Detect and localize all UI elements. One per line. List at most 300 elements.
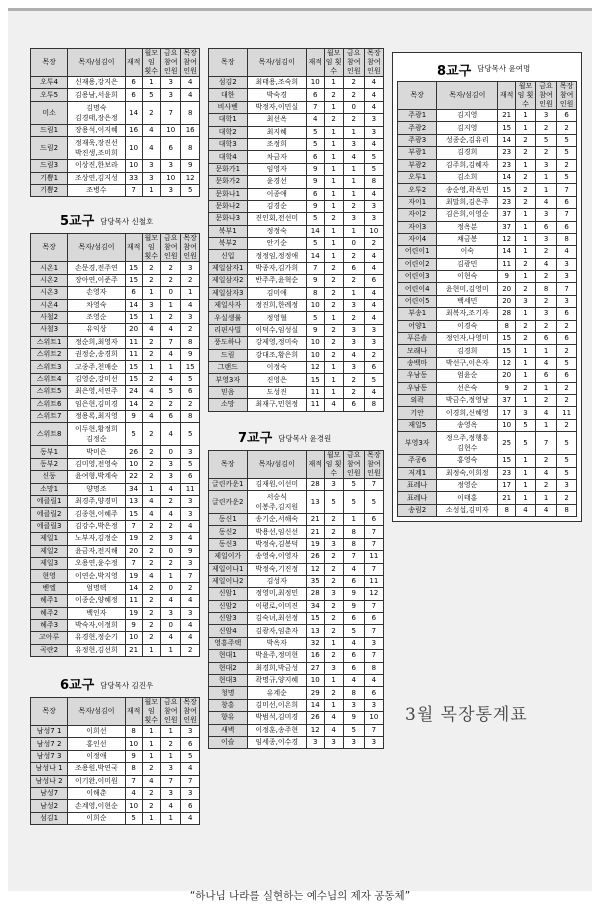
cell-friday: 3 [161, 788, 181, 800]
cell-friday: 3 [343, 699, 364, 711]
cell-friday: 7 [161, 101, 181, 124]
cell-leader: 강제영,정미숙 [247, 337, 307, 349]
table-row [31, 324, 200, 336]
cell-mokjang_attend: 6 [557, 308, 577, 320]
cell-leader: 조상연,김지성 [68, 172, 125, 184]
cell-enrolled: 10 [125, 632, 142, 644]
table-row [209, 250, 384, 262]
table-row [209, 637, 384, 649]
cell-friday: 1 [343, 513, 364, 525]
table-row [209, 712, 384, 724]
cell-mokjang_attend: 3 [364, 699, 383, 711]
cell-enrolled: 25 [498, 432, 516, 455]
cell-mokjang_attend: 3 [364, 213, 383, 225]
cell-friday: 4 [161, 508, 181, 520]
cell-friday: 3 [535, 233, 556, 245]
cell-enrolled: 37 [498, 209, 516, 221]
cell-friday: 2 [343, 275, 364, 287]
cell-enrolled: 6 [307, 151, 325, 163]
table-row [31, 557, 200, 569]
cell-mokjang_attend: 11 [181, 483, 200, 495]
cell-enrolled: 7 [125, 184, 142, 196]
cell-meetings: 1 [324, 238, 343, 250]
cell-enrolled: 4 [125, 788, 142, 800]
cell-meetings: 5 [324, 490, 343, 513]
cell-mokjang_attend: 12 [181, 172, 200, 184]
cell-mokjang_attend: 4 [181, 520, 200, 532]
table-row [398, 320, 577, 332]
cell-enrolled: 21 [307, 513, 325, 525]
cell-enrolled: 19 [125, 570, 142, 582]
table-row [31, 533, 200, 545]
cell-mokjang_attend: 4 [181, 77, 200, 89]
cell-friday: 4 [161, 423, 181, 446]
cell-mokjang_attend: 8 [557, 233, 577, 245]
cell-friday: 10 [161, 172, 181, 184]
column-header: 목장 참여인원 [181, 234, 200, 262]
table-row [31, 349, 200, 361]
cell-enrolled: 15 [498, 122, 516, 134]
cell-meetings: 1 [324, 361, 343, 373]
table-row [209, 588, 384, 600]
cell-leader: 박선구,이은자 [437, 357, 498, 369]
table-row [31, 508, 200, 520]
cell-mokjang_attend: 4 [181, 812, 200, 824]
cell-friday: 3 [161, 89, 181, 101]
cell-friday: 8 [535, 283, 556, 295]
cell-friday: 2 [535, 455, 556, 467]
column-header: 목장 참여인원 [557, 82, 577, 110]
mokjang-table [397, 81, 577, 517]
cell-mokjang: 동신1 [209, 513, 248, 525]
cell-mokjang_attend: 8 [181, 411, 200, 423]
table-row [31, 336, 200, 348]
cell-mokjang: 스위트3 [31, 361, 68, 373]
column-header: 재적 [125, 698, 142, 726]
cell-mokjang: 신암1 [209, 588, 248, 600]
table-row [209, 188, 384, 200]
cell-leader: 조용원,박연국 [68, 763, 125, 775]
cell-enrolled: 19 [125, 533, 142, 545]
section-title: 5교구 [60, 214, 95, 230]
table-row [398, 110, 577, 122]
cell-friday: 2 [343, 374, 364, 386]
cell-leader: 정재욱,장진선 박진생,조미희 [68, 137, 125, 160]
cell-leader: 최정숙,이희정 [437, 467, 498, 479]
table-row [209, 238, 384, 250]
cell-mokjang_attend: 5 [557, 147, 577, 159]
cell-friday: 2 [343, 89, 364, 101]
cell-friday: 5 [161, 386, 181, 398]
table-row [398, 467, 577, 479]
cell-meetings: 1 [324, 176, 343, 188]
cell-mokjang_attend: 3 [181, 311, 200, 323]
section-7-header [208, 420, 384, 446]
column-header: 금요 참여인원 [161, 234, 181, 262]
cell-mokjang_attend: 6 [557, 333, 577, 345]
cell-enrolled: 10 [125, 458, 142, 470]
table-row [31, 619, 200, 631]
cell-friday: 6 [343, 262, 364, 274]
cell-mokjang: 스위트6 [31, 398, 68, 410]
cell-mokjang: 우실생률 [209, 312, 248, 324]
cell-mokjang_attend: 2 [557, 320, 577, 332]
cell-mokjang: 창흥 [209, 699, 248, 711]
cell-mokjang: 소망1 [31, 483, 68, 495]
cell-leader: 유익상 [68, 324, 125, 336]
cell-meetings: 1 [324, 250, 343, 262]
cell-friday: 5 [343, 478, 364, 490]
cell-mokjang: 스위트8 [31, 423, 68, 446]
column-header: 금요 참여인원 [343, 49, 364, 77]
cell-leader: 송영숙,이영자 [247, 551, 307, 563]
cell-leader: 최태용,조숙희 [247, 77, 307, 89]
cell-leader: 유정현,김선희 [68, 644, 125, 656]
cell-mokjang: 우남동 [398, 382, 437, 394]
cell-mokjang: 남성나 1 [31, 763, 68, 775]
cell-enrolled: 5 [307, 138, 325, 150]
cell-meetings: 2 [324, 89, 343, 101]
section-8-box [392, 52, 582, 522]
cell-friday: 1 [161, 361, 181, 373]
cell-leader: 이현숙 [437, 271, 498, 283]
cell-mokjang_attend: 5 [181, 373, 200, 385]
cell-mokjang: 글린카운1 [209, 478, 248, 490]
cell-leader: 조정희 [247, 138, 307, 150]
cell-meetings: 2 [142, 471, 161, 483]
cell-enrolled: 32 [307, 637, 325, 649]
cell-enrolled: 23 [498, 196, 516, 208]
cell-friday: 7 [343, 551, 364, 563]
cell-leader: 최경주,양경미 [68, 495, 125, 507]
cell-friday: 6 [343, 662, 364, 674]
cell-meetings: 2 [516, 134, 536, 146]
cell-meetings: 4 [324, 724, 343, 736]
table-row [31, 311, 200, 323]
cell-meetings: 1 [516, 246, 536, 258]
cell-mokjang_attend: 6 [557, 110, 577, 122]
cell-leader: 김경희 [437, 147, 498, 159]
cell-mokjang_attend: 4 [364, 138, 383, 150]
cell-mokjang: 기안 [398, 407, 437, 419]
table-row [31, 77, 200, 89]
cell-leader: 차금자 [247, 151, 307, 163]
cell-leader: 최복자,조기자 [437, 308, 498, 320]
cell-meetings: 2 [142, 423, 161, 446]
cell-meetings: 1 [324, 77, 343, 89]
cell-mokjang: 헤주1 [31, 595, 68, 607]
cell-mokjang_attend: 11 [557, 407, 577, 419]
cell-enrolled: 9 [307, 163, 325, 175]
cell-mokjang_attend: 6 [364, 687, 383, 699]
cell-friday: 3 [161, 77, 181, 89]
cell-friday: 4 [161, 324, 181, 336]
cell-enrolled: 10 [125, 137, 142, 160]
cell-mokjang: 곡란2 [31, 644, 68, 656]
table-row [31, 495, 200, 507]
table-row [398, 233, 577, 245]
table-row [31, 398, 200, 410]
cell-enrolled: 14 [498, 134, 516, 146]
cell-mokjang: 동부2 [31, 458, 68, 470]
cell-leader: 김소희 [437, 171, 498, 183]
cell-mokjang_attend: 5 [364, 151, 383, 163]
column-header: 목장 [31, 234, 68, 262]
cell-meetings: 2 [142, 458, 161, 470]
cell-mokjang_attend: 4 [181, 595, 200, 607]
cell-mokjang: 남성7 2 [31, 738, 68, 750]
cell-mokjang: 저계1 [398, 467, 437, 479]
cell-friday: 8 [343, 687, 364, 699]
cell-mokjang: 사철2 [31, 311, 68, 323]
cell-mokjang_attend: 3 [364, 114, 383, 126]
cell-enrolled: 11 [307, 399, 325, 411]
cell-meetings: 1 [324, 374, 343, 386]
column-header: 목자/섬김이 [68, 698, 125, 726]
cell-enrolled: 14 [498, 171, 516, 183]
cell-mokjang: 남성7 [31, 788, 68, 800]
cell-mokjang_attend: 5 [364, 163, 383, 175]
cell-mokjang: 현대1 [209, 650, 248, 662]
cell-leader: 박범석,김미경 [247, 712, 307, 724]
cell-mokjang: 제일3 [31, 557, 68, 569]
cell-friday: 6 [343, 399, 364, 411]
table-row [209, 687, 384, 699]
cell-mokjang_attend: 4 [364, 77, 383, 89]
cell-mokjang: 스위트4 [31, 373, 68, 385]
cell-meetings: 2 [324, 625, 343, 637]
cell-leader: 이덕수,임성실 [247, 324, 307, 336]
table-row [31, 287, 200, 299]
section-8-header [397, 57, 577, 81]
cell-friday: 6 [161, 137, 181, 160]
cell-mokjang: 사철3 [31, 324, 68, 336]
cell-mokjang: 제일1 [31, 533, 68, 545]
cell-mokjang: 북부1 [209, 225, 248, 237]
cell-friday: 1 [343, 225, 364, 237]
column-header: 목장 참여인원 [181, 49, 200, 77]
cell-leader: 김명숙 김경태,장은정 [68, 101, 125, 124]
cell-meetings: 2 [516, 184, 536, 196]
column-header: 재적 [125, 49, 142, 77]
cell-friday: 3 [343, 300, 364, 312]
cell-friday: 4 [343, 151, 364, 163]
cell-friday: 3 [343, 361, 364, 373]
cell-meetings: 1 [516, 308, 536, 320]
cell-mokjang: 자이4 [398, 233, 437, 245]
cell-mokjang: 이슬 [209, 736, 248, 748]
cell-leader: 이상진,한보라 [68, 160, 125, 172]
table-row [398, 504, 577, 516]
section-title: 8교구 [437, 63, 472, 79]
table-row [209, 538, 384, 550]
table-row [31, 483, 200, 495]
cell-friday: 2 [535, 246, 556, 258]
cell-meetings: 5 [142, 89, 161, 101]
cell-leader: 성종순,김유리 [437, 134, 498, 146]
cell-mokjang: 신암3 [209, 613, 248, 625]
table-row [398, 333, 577, 345]
cell-mokjang_attend: 5 [181, 423, 200, 446]
mokjang-table [30, 697, 200, 825]
cell-enrolled: 21 [307, 526, 325, 538]
cell-friday: 4 [535, 504, 556, 516]
cell-meetings: 1 [516, 110, 536, 122]
cell-enrolled: 9 [307, 200, 325, 212]
table-row [398, 455, 577, 467]
cell-meetings: 1 [142, 644, 161, 656]
cell-leader: 김미선,이온희 [247, 699, 307, 711]
table-row [209, 699, 384, 711]
cell-meetings: 2 [142, 101, 161, 124]
cell-friday: 0 [161, 446, 181, 458]
table-row [209, 386, 384, 398]
cell-meetings: 2 [142, 262, 161, 274]
cell-mokjang_attend: 6 [364, 613, 383, 625]
cell-leader: 김미영,전영숙 [68, 458, 125, 470]
table-row [209, 361, 384, 373]
cell-leader: 송기순,서해숙 [247, 513, 307, 525]
cell-leader: 이숙 [437, 246, 498, 258]
table-row [209, 349, 384, 361]
cell-enrolled: 10 [125, 800, 142, 812]
cell-meetings: 1 [142, 184, 161, 196]
cell-leader: 박용선,임신선 [247, 526, 307, 538]
table-row [31, 763, 200, 775]
cell-mokjang: 동신3 [209, 538, 248, 550]
table-row [31, 386, 200, 398]
cell-friday: 1 [343, 176, 364, 188]
table-row [398, 122, 577, 134]
cell-mokjang: 스위트2 [31, 349, 68, 361]
cell-leader: 임세종,이수경 [247, 736, 307, 748]
cell-mokjang: 부영3자 [398, 432, 437, 455]
cell-enrolled: 5 [307, 213, 325, 225]
cell-mokjang_attend: 7 [364, 724, 383, 736]
cell-enrolled: 5 [307, 312, 325, 324]
cell-meetings: 2 [142, 446, 161, 458]
cell-friday: 4 [161, 595, 181, 607]
cell-mokjang: 재일5 [398, 419, 437, 431]
cell-mokjang: 송림2 [398, 504, 437, 516]
cell-mokjang_attend: 5 [557, 467, 577, 479]
table-row [209, 324, 384, 336]
cell-friday: 0 [161, 545, 181, 557]
cell-friday: 3 [343, 213, 364, 225]
section-title: 7교구 [238, 430, 273, 446]
cell-mokjang_attend: 16 [181, 124, 200, 136]
cell-mokjang: 오투4 [31, 77, 68, 89]
cell-friday: 4 [161, 373, 181, 385]
cell-enrolled: 15 [125, 373, 142, 385]
cell-mokjang_attend: 7 [364, 526, 383, 538]
table-row [209, 563, 384, 575]
cell-mokjang: 우남동 [398, 370, 437, 382]
cell-enrolled: 15 [498, 333, 516, 345]
cell-mokjang: 드림1 [31, 124, 68, 136]
cell-mokjang: 북부2 [209, 238, 248, 250]
cell-mokjang: 남성2 [31, 800, 68, 812]
cell-friday: 0 [161, 619, 181, 631]
cell-friday: 6 [535, 221, 556, 233]
cell-enrolled: 8 [307, 287, 325, 299]
column-header: 목장 [31, 49, 68, 77]
cell-mokjang_attend: 3 [364, 126, 383, 138]
cell-mokjang: 제일삼자1 [209, 262, 248, 274]
table-row [209, 77, 384, 89]
cell-mokjang: 송백마 [398, 357, 437, 369]
column-header: 재적 [498, 82, 516, 110]
cell-mokjang_attend: 8 [364, 176, 383, 188]
cell-friday: 0 [343, 101, 364, 113]
cell-enrolled: 10 [307, 349, 325, 361]
cell-friday: 4 [161, 800, 181, 812]
table-row [209, 275, 384, 287]
cell-enrolled: 33 [125, 172, 142, 184]
cell-friday: 10 [161, 124, 181, 136]
cell-friday: 1 [535, 184, 556, 196]
cell-mokjang_attend: 3 [364, 736, 383, 748]
cell-enrolled: 6 [307, 89, 325, 101]
cell-leader: 박정숙,기진정 [247, 563, 307, 575]
cell-leader: 박윤주,정미현 [247, 650, 307, 662]
cell-mokjang: 미소 [31, 101, 68, 124]
cell-enrolled: 13 [125, 495, 142, 507]
cell-enrolled: 14 [307, 250, 325, 262]
cell-enrolled: 19 [307, 538, 325, 550]
cell-friday: 4 [161, 483, 181, 495]
cell-leader: 송영옥 [437, 419, 498, 431]
cell-mokjang_attend: 5 [557, 171, 577, 183]
cell-enrolled: 27 [307, 662, 325, 674]
cell-friday: 1 [535, 382, 556, 394]
table-row [398, 308, 577, 320]
cell-mokjang_attend: 6 [364, 275, 383, 287]
cell-mokjang_attend: 7 [364, 478, 383, 490]
cell-enrolled: 16 [307, 650, 325, 662]
cell-leader: 김지영 [437, 110, 498, 122]
cell-friday: 1 [343, 126, 364, 138]
column-header: 월모임 횟수 [142, 234, 161, 262]
cell-meetings: 2 [324, 287, 343, 299]
cell-mokjang: 표레나 [398, 492, 437, 504]
cell-meetings: 1 [142, 738, 161, 750]
cell-mokjang: 현대2 [209, 662, 248, 674]
table-row [209, 551, 384, 563]
cell-enrolled: 8 [125, 763, 142, 775]
cell-enrolled: 8 [498, 504, 516, 516]
cell-leader: 손계영,이현순 [68, 800, 125, 812]
cell-meetings: 1 [142, 483, 161, 495]
cell-leader: 김광자,임춘자 [247, 625, 307, 637]
cell-meetings: 1 [324, 126, 343, 138]
table-row [31, 570, 200, 582]
cell-leader: 윤현미,김영미 [437, 283, 498, 295]
cell-leader: 김은희,이영순 [437, 209, 498, 221]
cell-enrolled: 14 [307, 225, 325, 237]
table-row [209, 126, 384, 138]
cell-mokjang_attend: 2 [557, 345, 577, 357]
cell-friday: 5 [343, 625, 364, 637]
cell-meetings: 2 [142, 274, 161, 286]
cell-mokjang: 동부1 [31, 446, 68, 458]
cell-mokjang_attend: 7 [364, 625, 383, 637]
cell-leader: 장용석,이지혜 [68, 124, 125, 136]
cell-mokjang: 스위트7 [31, 411, 68, 423]
cell-enrolled: 10 [307, 675, 325, 687]
cell-enrolled: 15 [125, 311, 142, 323]
cell-meetings: 2 [142, 619, 161, 631]
